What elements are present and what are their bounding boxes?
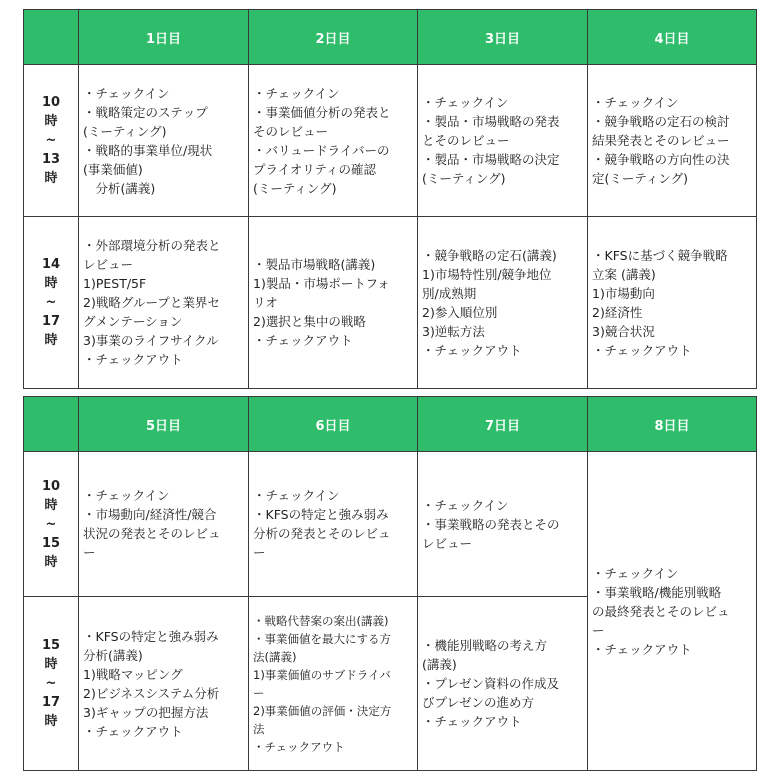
cell-line: 結果発表とそのレビュー [592,133,730,148]
cell-line: 状況の発表とそのレビュ [83,526,221,541]
cell-line: ・チェックアウト [422,342,522,358]
schedule-table-week2 [23,396,757,771]
cell-line: ・戦略策定のステップ [83,104,208,120]
cell-line: ・チェックイン [253,488,340,503]
schedule-cell [79,452,249,597]
cell-line: 2)事業価値の評価・決定方 [253,703,392,718]
day-header: 2日目 [249,10,418,65]
cell-line: 1)事業価値のサブドライバ [253,667,391,682]
cell-line: ・チェックアウト [253,333,353,348]
header-row [24,10,757,65]
cell-line: そのレビュー [253,123,329,139]
time-slot-morning: 10 時 ~ 13 時 [24,65,79,217]
day-header: 5日目 [79,397,249,452]
schedule-cell [79,597,249,771]
cell-line: ・市場動向/経済性/競合 [83,507,217,522]
cell-line: ・プレゼン資料の作成及 [422,676,560,691]
cell-line: ・製品・市場戦略の決定 [422,152,560,167]
cell-line: ・チェックアウト [253,739,345,754]
cell-line: (ミーティング) [422,171,506,186]
time-slot-morning: 10 時 ~ 15 時 [24,452,79,597]
cell-line: ー [592,622,605,638]
cell-line: ・チェックイン [592,95,679,110]
cell-line: ・戦略的事業単位/現状 [83,142,213,158]
schedule-cell [418,65,588,217]
schedule-cell [79,65,249,217]
schedule-table-week1 [23,9,757,389]
cell-line: 2)経済性 [592,304,643,320]
cell-line: 3)ギャップの把握方法 [83,704,209,720]
cell-line: ・競争戦略の方向性の決 [592,152,730,167]
cell-line: リオ [253,295,278,310]
cell-line: ・事業価値を最大にする方 [253,631,391,646]
cell-line: 2)戦略グループと業界セ [83,295,220,310]
cell-line: の最終発表とそのレビュ [592,603,730,619]
cell-line: 3)事業のライフサイクル [83,333,219,348]
schedule-cell [418,452,588,597]
cell-line: ・機能別戦略の考え方 [422,638,548,653]
cell-line: (講義) [422,657,457,672]
cell-line: とそのレビュー [422,133,510,148]
cell-line: ・チェックイン [83,488,170,503]
cell-line: ・KFSの特定と強み弱み [253,507,389,522]
cell-line: ・チェックアウト [83,352,183,367]
cell-line: 1)市場動向 [592,285,655,301]
cell-line: 分析(講義) [83,647,143,663]
cell-line: ・事業価値分析の発表と [253,104,391,120]
header-corner [24,10,79,65]
cell-line: 法 [253,721,265,736]
cell-line: ・チェックアウト [592,342,692,358]
cell-line: 別/成熟期 [422,285,477,301]
cell-line: 立案 (講義) [592,266,656,282]
cell-line: ・チェックイン [83,85,170,101]
day-header: 1日目 [79,10,249,65]
cell-line: 定(ミーティング) [592,171,689,186]
schedule-cell [249,597,418,771]
cell-line: ・競争戦略の定石の検討 [592,114,730,129]
cell-line: ー [253,545,266,560]
cell-line: ー [83,545,96,560]
cell-line: ・外部環境分析の発表と [83,238,221,253]
afternoon-row [24,217,757,389]
cell-line: 1)市場特性別/競争地位 [422,266,552,282]
day-header: 7日目 [418,397,588,452]
cell-line: ・チェックイン [592,565,679,581]
cell-line: レビュー [422,535,473,551]
cell-line: びプレゼンの進め方 [422,695,535,710]
cell-line: ・製品市場戦略(講義) [253,257,376,272]
cell-line: 法(講義) [253,649,297,664]
cell-line: 3)逆転方法 [422,323,485,339]
schedule-cell [249,217,418,389]
cell-line: ・製品・市場戦略の発表 [422,114,560,129]
cell-line: プライオリティの確認 [253,161,377,177]
schedule-cell [418,217,588,389]
cell-line: 1)製品・市場ポートフォ [253,276,390,291]
cell-line: レビュー [83,257,134,272]
cell-line: ・チェックイン [422,95,509,110]
cell-line: 2)ビジネスシステム分析 [83,685,220,701]
cell-line: 2)選択と集中の戦略 [253,314,366,329]
time-slot-afternoon: 14 時 ~ 17 時 [24,217,79,389]
morning-row [24,452,757,597]
day-header: 8日目 [588,397,757,452]
cell-line: グメンテーション [83,314,183,329]
schedule-cell [249,452,418,597]
time-slot-afternoon: 15 時 ~ 17 時 [24,597,79,771]
cell-line: (事業価値) [83,161,143,177]
day-header: 3日目 [418,10,588,65]
cell-line: 分析の発表とそのレビュ [253,526,391,541]
cell-line: ・KFSに基づく競争戦略 [592,247,728,263]
schedule-cell [79,217,249,389]
schedule-cell [418,597,588,771]
cell-line: (ミーティング) [253,180,337,196]
cell-line: 1)PEST/5F [83,276,147,291]
cell-line: 3)競合状況 [592,323,655,339]
cell-line: ・チェックアウト [422,714,522,729]
cell-line: 分析(講義) [83,180,156,196]
cell-line: ・競争戦略の定石(講義) [422,247,557,263]
header-corner [24,397,79,452]
schedule-cell [249,65,418,217]
schedule-cell [588,65,757,217]
cell-line: ・事業戦略/機能別戦略 [592,584,722,600]
cell-line: (ミーティング) [83,123,167,139]
cell-line: ー [253,685,265,700]
schedule-cell [588,217,757,389]
cell-line: ・事業戦略の発表とその [422,516,560,532]
day-header: 4日目 [588,10,757,65]
morning-row [24,65,757,217]
cell-line: ・チェックイン [422,497,509,513]
header-row [24,397,757,452]
cell-line: ・バリュードライバーの [253,142,390,158]
cell-line: ・チェックアウト [592,641,692,657]
cell-line: 1)戦略マッピング [83,666,183,682]
cell-line: 2)参入順位別 [422,304,498,320]
day-header: 6日目 [249,397,418,452]
cell-line: ・KFSの特定と強み弱み [83,628,219,644]
cell-line: ・チェックアウト [83,723,183,739]
schedule-cell-merged [588,452,757,771]
cell-line: ・戦略代替案の案出(講義) [253,613,389,628]
cell-line: ・チェックイン [253,85,340,101]
